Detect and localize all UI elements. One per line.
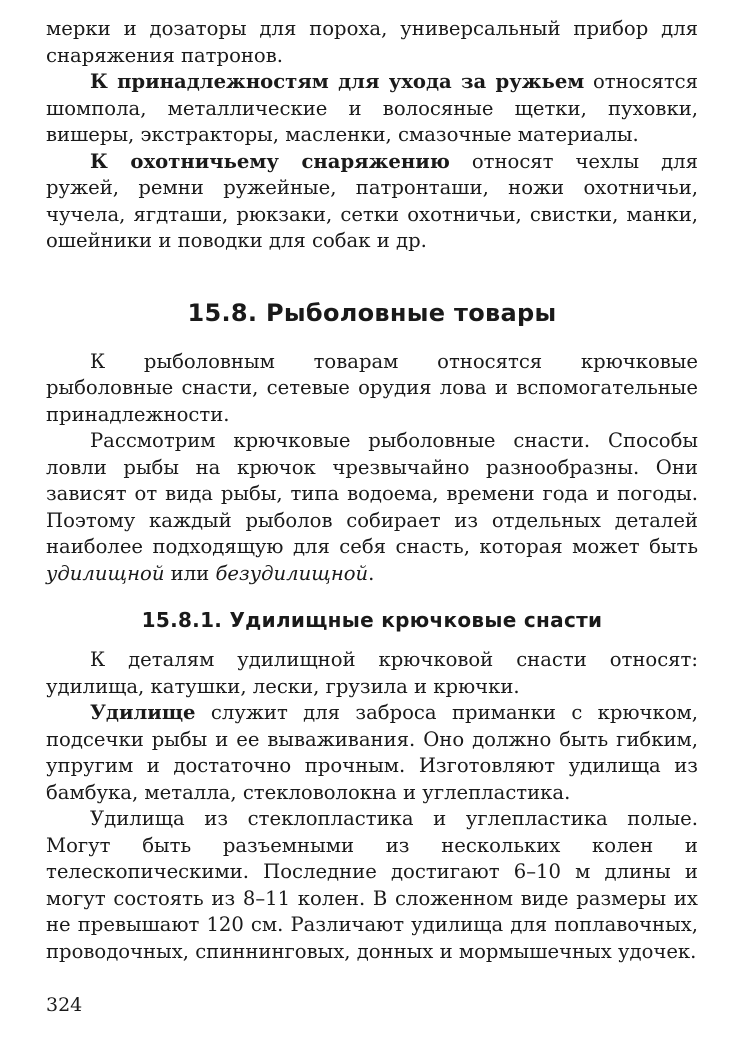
- paragraph-text: Рассмотрим крючковые рыболовные снасти. Способы ловли рыбы на крючок чрезвычайно разнообразны. Они зависят от вида рыбы, типа водоема, времени года и погоды. Поэтому каждый рыболов собирает из отдельных деталей наиболее подходящую для себя снасть, которая может быть: [46, 429, 698, 558]
- subsection-paragraph-2: [46, 700, 698, 806]
- paragraph-lead-bold: Удилище: [90, 701, 196, 724]
- paragraph-gun-care: [46, 69, 698, 149]
- paragraph-continuation: [46, 16, 698, 69]
- section-heading: 15.8. Рыболовные товары: [187, 298, 557, 327]
- section-paragraph-1: [46, 349, 698, 429]
- paragraph-text: Удилища из стеклопластика и углепластика полые. Могут быть разъемными из нескольких колен и телескопическими. Последние достигают 6–10 м длины и могут состоять из 8–11 колен. В сложенном виде размеры их не превышают 120 см. Различают удилища для поплавочных, проводочных, спиннинговых, донных и мормышечных удочек.: [46, 807, 698, 963]
- paragraph-lead-bold: К охотничьему снаряжению: [90, 149, 450, 173]
- section-paragraph-2: [46, 428, 698, 587]
- paragraph-text: относят чехлы для ружей, ремни ружейные, патронташи, ножи охотничьи, чучела, ягдташи, рюкзаки, сетки охотничьи, свистки, манки, ошейники и поводки для собак и др.: [46, 149, 698, 252]
- paragraph-text: служит для заброса приманки с крючком, подсечки рыбы и ее вываживания. Оно должно быть гибким, упругим и достаточно прочным. Изготовляют удилища из бамбука, металла, стекловолокна и углепластика.: [46, 701, 698, 804]
- paragraph-text: К рыболовным товарам относятся крючковые рыболовные снасти, сетевые орудия лова и вспомогательные принадлежности.: [46, 349, 698, 426]
- paragraph-hunting-gear: [46, 149, 698, 255]
- paragraph-text: или: [164, 561, 216, 585]
- paragraph-lead-bold: К принадлежностям для ухода за ружьем: [90, 70, 585, 93]
- page-number: 324: [46, 994, 83, 1016]
- paragraph-text: .: [368, 561, 375, 585]
- paragraph-text: К деталям удилищной крючковой снасти относят: удилища, катушки, лески, грузила и крючки.: [46, 648, 698, 698]
- italic-term: безудилищной: [215, 561, 369, 585]
- subsection-paragraph-3: [46, 806, 698, 965]
- page-body: [46, 16, 698, 965]
- paragraph-text: мерки и дозаторы для пороха, универсальный прибор для снаряжения патронов.: [46, 17, 698, 67]
- italic-term: удилищной: [46, 561, 165, 585]
- subsection-heading: 15.8.1. Удилищные крючковые снасти: [141, 608, 603, 632]
- subsection-paragraph-1: [46, 647, 698, 700]
- paragraph-text: относятся шомпола, металлические и волосяные щетки, пуховки, вишеры, экстракторы, масленки, смазочные материалы.: [46, 70, 698, 146]
